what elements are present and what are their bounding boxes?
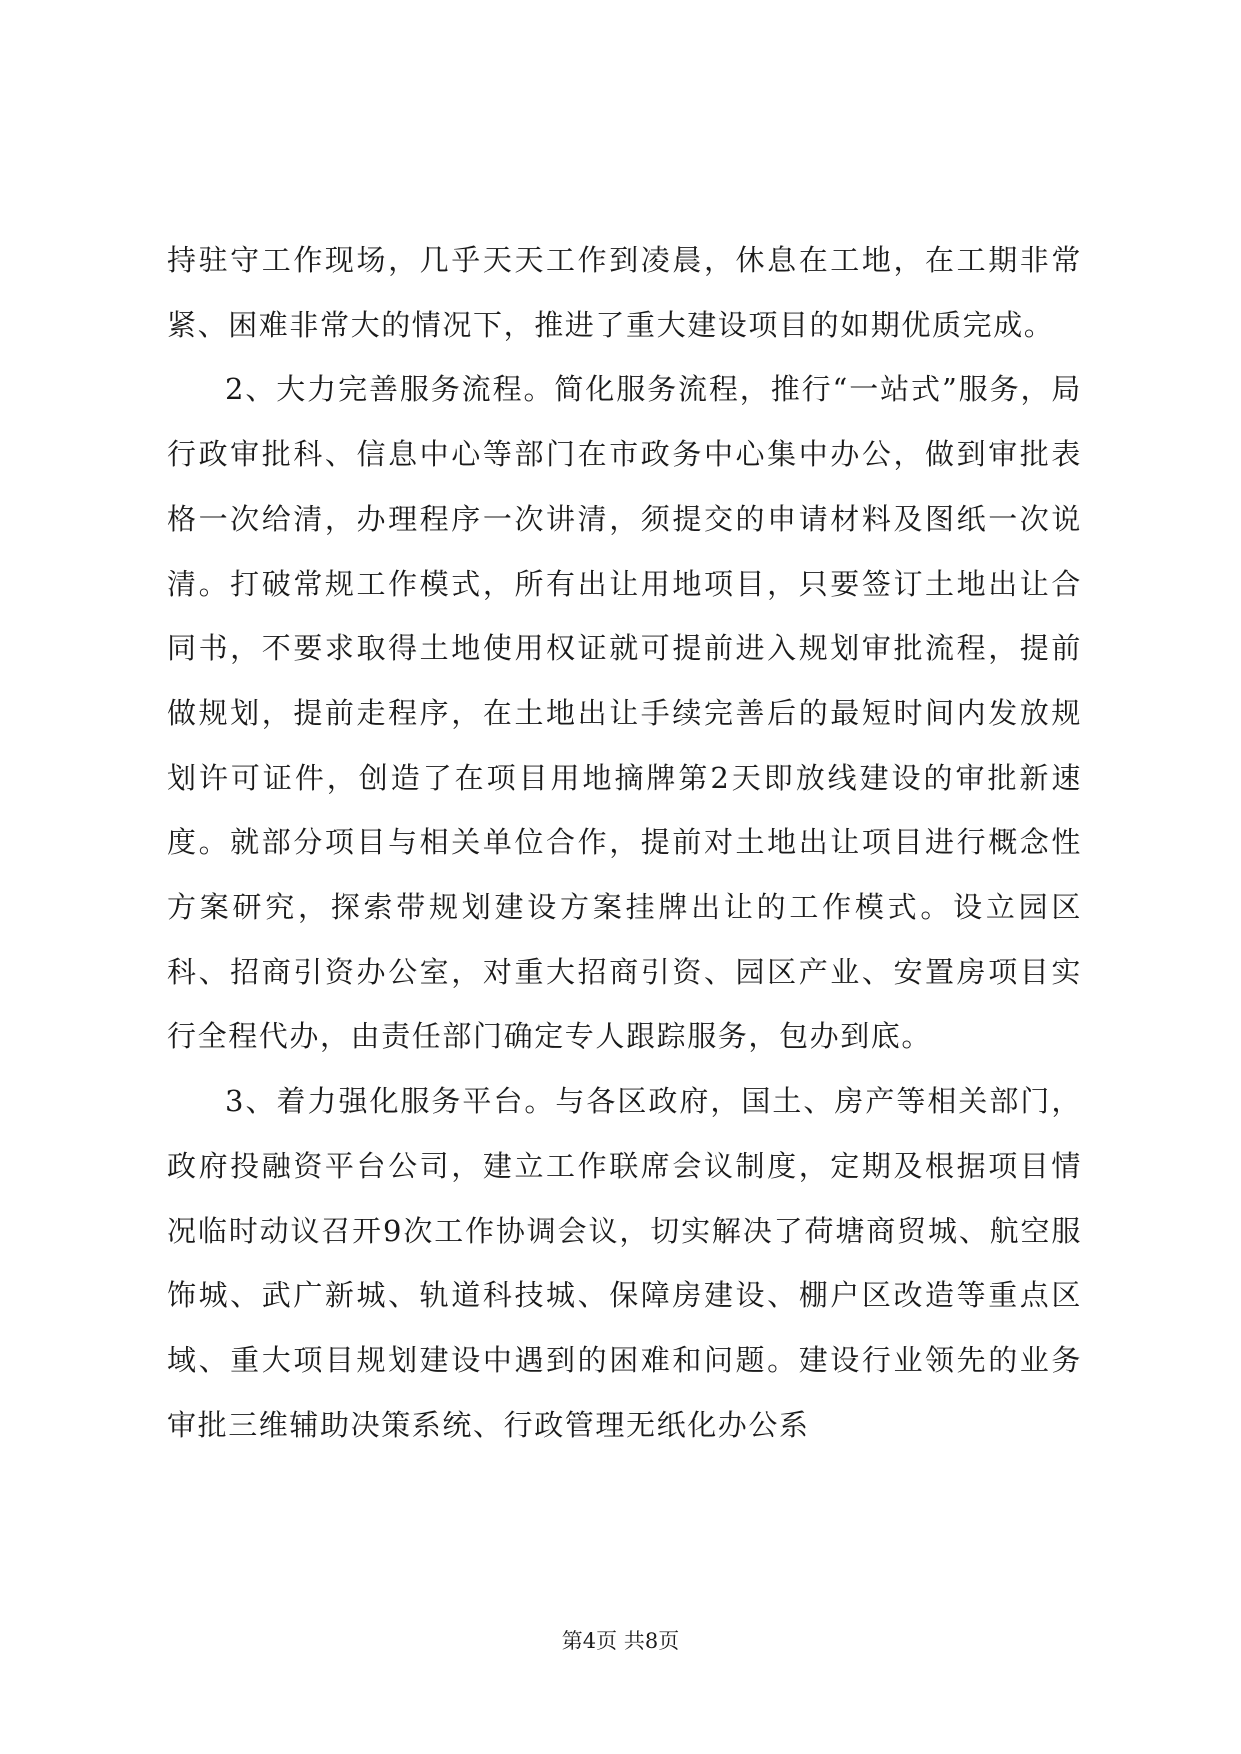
paragraph-service-process: 2、大力完善服务流程。简化服务流程，推行“一站式”服务，局行政审批科、信息中心等部门在市政务中心集中办公，做到审批表格一次给清，办理程序一次讲清，须提交的申请材料及图纸一次说清。打破常规工作模式，所有出让用地项目，只要签订土地出让合同书，不要求取得土地使用权证就可提前进入规划审批流程，提前做规划，提前走程序，在土地出让手续完善后的最短时间内发放规划许可证件，创造了在项目用地摘牌第2天即放线建设的审批新速度。就部分项目与相关单位合作，提前对土地出让项目进行概念性方案研究，探索带规划建设方案挂牌出让的工作模式。设立园区科、招商引资办公室，对重大招商引资、园区产业、安置房项目实行全程代办，由责任部门确定专人跟踪服务，包办到底。 [167, 372, 1082, 1054]
document-body [167, 228, 1082, 1457]
page-footer: 第4页 共8页 [561, 1629, 680, 1653]
paragraph-continuation: 持驻守工作现场，几乎天天工作到凌晨，休息在工地，在工期非常紧、困难非常大的情况下，推进了重大建设项目的如期优质完成。 [167, 243, 1082, 342]
paragraph-service-platform: 3、着力强化服务平台。与各区政府，国土、房产等相关部门，政府投融资平台公司，建立工作联席会议制度，定期及根据项目情况临时动议召开9次工作协调会议，切实解决了荷塘商贸城、航空服饰城、武广新城、轨道科技城、保障房建设、棚户区改造等重点区域、重大项目规划建设中遇到的困难和问题。建设行业领先的业务审批三维辅助决策系统、行政管理无纸化办公系 [167, 1084, 1082, 1442]
